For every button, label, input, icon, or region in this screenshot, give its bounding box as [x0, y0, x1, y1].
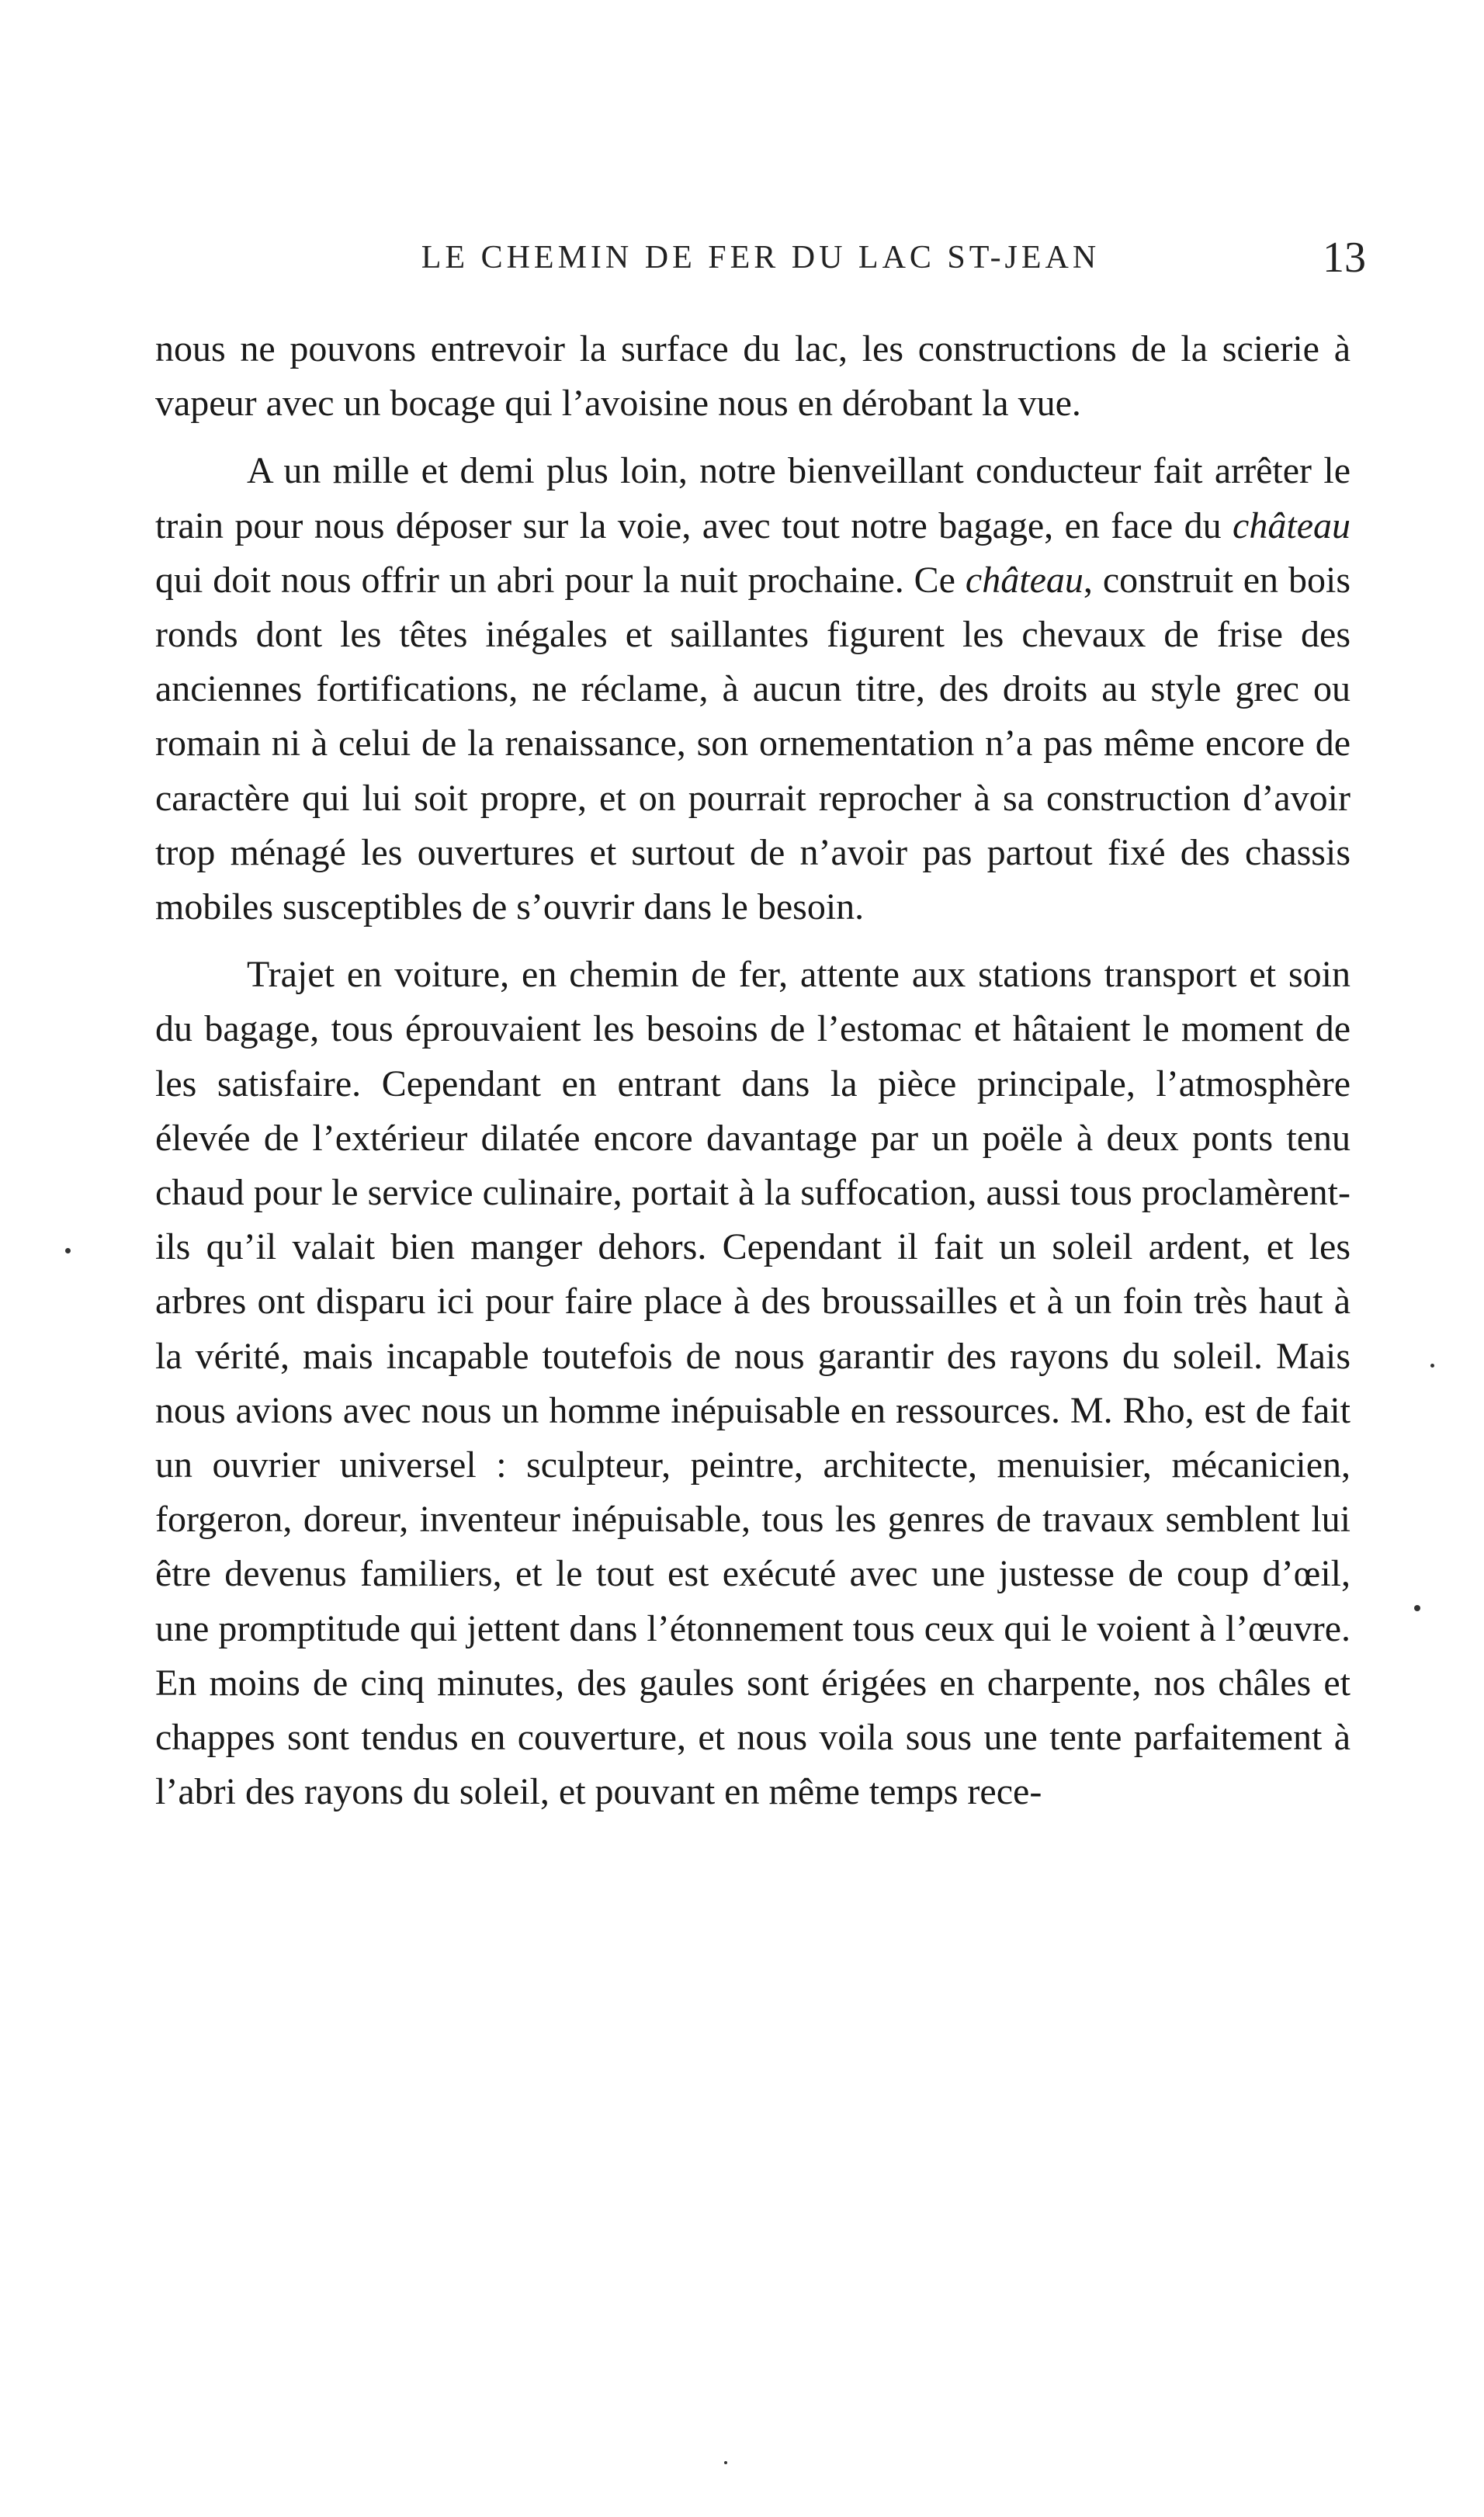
scan-speck [1414, 1605, 1420, 1611]
italic-term: château [965, 559, 1084, 601]
scan-speck [1430, 1364, 1434, 1368]
paragraph-2 [155, 444, 1351, 934]
text-span: nous ne pouvons entrevoir la surface du lac, les constructions de la scierie à vapeur avec un bocage qui l’avoisine nous en dérobant la vue. [155, 328, 1351, 425]
text-span: A un mille et demi plus loin, notre bienveillant conducteur fait arrêter le train pour nous déposer sur la voie, avec tout notre bagage, en face du [155, 450, 1351, 546]
body-text [155, 322, 1351, 1819]
text-span: Trajet en voiture, en chemin de fer, attente aux stations transport et soin du bagage, tous éprouvaient les besoins de l’estomac et hâtaient le moment de les satisfaire. Cependant en entrant dans la pièce principale, l’atmosphère élevée de l’extérieur dilatée encore davantage par un poële à deux ponts tenu chaud pour le service culinaire, portait à la suffocation, aussi tous proclamèrent-ils qu’il valait bien manger dehors. Cependant il fait un soleil ardent, et les arbres ont disparu ici pour faire place à des broussailles et à un foin très haut à la vérité, mais incapable toutefois de nous garantir des rayons du soleil. Mais nous avions avec nous un homme inépuisable en ressources. M. Rho, est de fait un ouvrier universel : sculpteur, peintre, architecte, menuisier, mécanicien, forgeron, doreur, inventeur inépuisable, tous les genres de travaux semblent lui être devenus familiers, et le tout est exécuté avec une justesse de coup d’œil, une promptitude qui jettent dans l’étonnement tous ceux qui le voient à l’œuvre. En moins de cinq minutes, des gaules sont érigées en charpente, nos châles et chappes sont tendus en couverture, et nous voila sous une tente parfaitement à l’abri des rayons du soleil, et pouvant en même temps rece- [155, 954, 1351, 1813]
paragraph-1 [155, 322, 1351, 431]
text-span: qui doit nous offrir un abri pour la nuit prochaine. Ce [155, 559, 966, 601]
text-span: , construit en bois ronds dont les têtes inégales et saillantes figurent les chevaux de frise des anciennes fortifications, ne réclame, à aucun titre, des droits au style grec ou romain ni à celui de la renaissance, son ornementation n’a pas même encore de caractère qui lui soit propre, et on pourrait reprocher à sa construction d’avoir trop ménagé les ouvertures et surtout de n’avoir pas partout fixé des chassis mobiles susceptibles de s’ouvrir dans le besoin. [155, 559, 1351, 928]
running-title: LE CHEMIN DE FER DU LAC ST-JEAN [421, 240, 1101, 276]
italic-term: château [1233, 504, 1351, 546]
paragraph-3 [155, 948, 1351, 1819]
page-number: 13 [1323, 234, 1366, 282]
running-header [155, 233, 1366, 287]
scan-speck [65, 1248, 71, 1253]
scan-speck [724, 2461, 727, 2464]
